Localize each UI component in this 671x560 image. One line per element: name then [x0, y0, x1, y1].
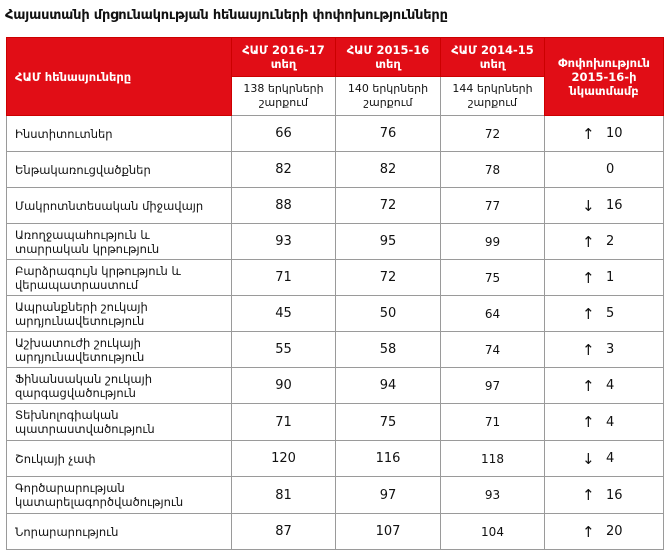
change-wrap: [545, 342, 663, 357]
rank-2015-16: 72: [336, 188, 441, 224]
header-change: Փոփոխություն 2015-16-ի նկատմամբ: [545, 38, 664, 116]
rank-2016-17: 82: [232, 152, 336, 188]
change-cell: [545, 404, 664, 441]
arrow-up-icon: ↑: [582, 486, 595, 504]
change-value: 5: [606, 306, 615, 321]
rank-2016-17: 55: [232, 332, 336, 368]
table-row: [7, 404, 664, 441]
change-wrap: [545, 234, 663, 249]
pillar-name: Բարձրագույն կրթություն և վերապատրաստում: [7, 260, 232, 296]
header-year-2014-15: ՀԱՄ 2014-15 տեղ: [441, 38, 545, 77]
table-row: [7, 368, 664, 404]
header-year-2015-16: ՀԱՄ 2015-16 տեղ: [336, 38, 441, 77]
pillar-name: Ինստիտուտներ: [7, 116, 232, 152]
rank-2014-15: 75: [441, 260, 545, 296]
change-wrap: [545, 488, 663, 503]
rank-2015-16: 58: [336, 332, 441, 368]
pillar-name: Շուկայի չափ: [7, 441, 232, 477]
change-cell: [545, 188, 664, 224]
header-countries-2016-17: 138 երկրների շարքում: [232, 77, 336, 116]
change-cell: [545, 368, 664, 404]
table-row: [7, 514, 664, 550]
change-cell: [545, 296, 664, 332]
arrow-up-icon: ↑: [582, 522, 595, 541]
pillar-name: Տեխնոլոգիական պատրաստվածություն: [7, 404, 232, 441]
rank-2014-15: 97: [441, 368, 545, 404]
pillar-name: Մակրոտնտեսական միջավայր: [7, 188, 232, 224]
table-row: [7, 296, 664, 332]
arrow-up-icon: ↑: [582, 340, 595, 359]
header-pillars: ՀԱՄ հենասյուները: [7, 38, 232, 116]
rank-2014-15: 118: [441, 441, 545, 477]
table-row: [7, 332, 664, 368]
pillar-name: Ապրանքների շուկայի արդյունավետություն: [7, 296, 232, 332]
arrow-up-icon: ↑: [582, 124, 595, 143]
rank-2016-17: 71: [232, 260, 336, 296]
rank-2015-16: 97: [336, 477, 441, 514]
change-cell: [545, 332, 664, 368]
rank-2015-16: 116: [336, 441, 441, 477]
arrow-down-icon: ↓: [582, 449, 595, 468]
rank-2015-16: 75: [336, 404, 441, 441]
rank-2014-15: 99: [441, 224, 545, 260]
arrow-up-icon: ↑: [582, 268, 595, 287]
change-value: 16: [606, 487, 623, 503]
rank-2016-17: 88: [232, 188, 336, 224]
rank-2016-17: 120: [232, 441, 336, 477]
table-row: [7, 260, 664, 296]
rank-2015-16: 72: [336, 260, 441, 296]
arrow-up-icon: ↑: [582, 304, 595, 323]
change-value: 10: [606, 126, 623, 141]
change-value: 4: [606, 414, 615, 430]
change-value: 4: [606, 378, 615, 393]
rank-2014-15: 93: [441, 477, 545, 514]
rank-2016-17: 45: [232, 296, 336, 332]
change-cell: [545, 224, 664, 260]
change-value: 0: [606, 162, 615, 177]
pillar-name: Աշխատուժի շուկայի արդյունավետություն: [7, 332, 232, 368]
table-row: [7, 441, 664, 477]
competitiveness-table: [6, 37, 664, 550]
rank-2014-15: 104: [441, 514, 545, 550]
arrow-up-icon: ↑: [582, 232, 595, 251]
rank-2015-16: 95: [336, 224, 441, 260]
rank-2014-15: 64: [441, 296, 545, 332]
change-wrap: [545, 451, 663, 466]
arrow-up-icon: ↑: [582, 376, 595, 395]
pillar-name: Առողջապահություն և տարրական կրթություն: [7, 224, 232, 260]
table-row: [7, 116, 664, 152]
change-cell: [545, 477, 664, 514]
change-wrap: [545, 524, 663, 539]
pillar-name: Ֆինանսական շուկայի զարգացվածություն: [7, 368, 232, 404]
change-wrap: [545, 306, 663, 321]
rank-2014-15: 78: [441, 152, 545, 188]
change-value: 4: [606, 451, 615, 466]
change-cell: [545, 152, 664, 188]
rank-2016-17: 87: [232, 514, 336, 550]
change-wrap: [545, 126, 663, 141]
change-value: 3: [606, 342, 615, 357]
rank-2016-17: 93: [232, 224, 336, 260]
rank-2016-17: 66: [232, 116, 336, 152]
rank-2015-16: 50: [336, 296, 441, 332]
table-row: [7, 224, 664, 260]
table-row: [7, 152, 664, 188]
rank-2016-17: 81: [232, 477, 336, 514]
page-title: Հայաստանի մրցունակության հենասյուների փոփոխությունները: [5, 8, 448, 23]
change-value: 2: [606, 234, 615, 249]
header-countries-2015-16: 140 երկրների շարքում: [336, 77, 441, 116]
change-cell: [545, 116, 664, 152]
rank-2014-15: 72: [441, 116, 545, 152]
change-wrap: [545, 378, 663, 393]
change-wrap: [545, 270, 663, 285]
change-value: 1: [606, 270, 615, 285]
rank-2014-15: 74: [441, 332, 545, 368]
header-countries-2014-15: 144 երկրների շարքում: [441, 77, 545, 116]
header-year-2016-17: ՀԱՄ 2016-17 տեղ: [232, 38, 336, 77]
change-wrap: [545, 415, 663, 430]
rank-2016-17: 90: [232, 368, 336, 404]
table-row: [7, 188, 664, 224]
change-value: 16: [606, 198, 623, 213]
table-body: [7, 116, 664, 550]
rank-2015-16: 76: [336, 116, 441, 152]
table-row: [7, 477, 664, 514]
rank-2016-17: 71: [232, 404, 336, 441]
change-cell: [545, 514, 664, 550]
rank-2014-15: 71: [441, 404, 545, 441]
arrow-down-icon: ↓: [582, 196, 595, 215]
rank-2015-16: 107: [336, 514, 441, 550]
change-wrap: [545, 162, 663, 177]
rank-2015-16: 94: [336, 368, 441, 404]
pillar-name: Նորարարություն: [7, 514, 232, 550]
pillar-name: Ենթակառուցվածքներ: [7, 152, 232, 188]
change-wrap: [545, 198, 663, 213]
arrow-up-icon: ↑: [582, 413, 595, 431]
change-cell: [545, 441, 664, 477]
change-value: 20: [606, 524, 623, 539]
rank-2015-16: 82: [336, 152, 441, 188]
pillar-name: Գործարարության կատարելագործվածություն: [7, 477, 232, 514]
rank-2014-15: 77: [441, 188, 545, 224]
change-cell: [545, 260, 664, 296]
